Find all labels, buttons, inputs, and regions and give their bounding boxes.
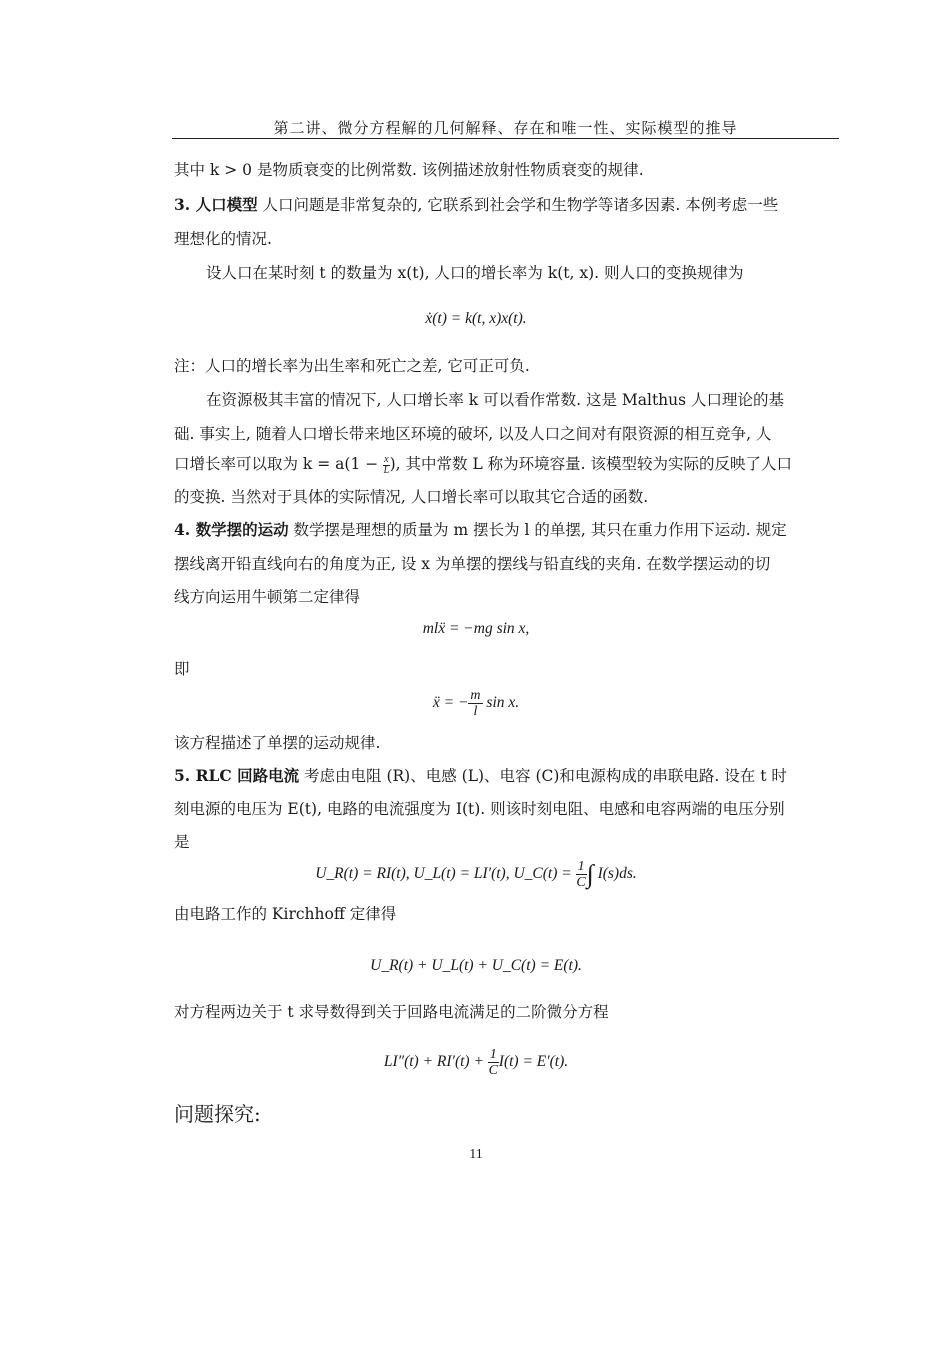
malthus-text-2: 础. 事实上, 随着人口增长带来地区环境的破坏, 以及人口之间对有限资源的相互竞争, 人 [174, 425, 772, 443]
fraction-denominator: l [473, 704, 478, 719]
decay-remark: 其中 k > 0 是物质衰变的比例常数. 该例描述放射性物质衰变的规律. [174, 161, 644, 179]
running-header: 第二讲、微分方程解的几何解释、存在和唯一性、实际模型的推导 [273, 119, 738, 137]
rlc-ode-pre: LI″(t) + RI′(t) + [383, 1053, 488, 1071]
section-4-text-1: 数学摆是理想的质量为 m 摆长为 l 的单摆, 其只在重力作用下运动. 规定 [293, 521, 787, 539]
logistic-pre: 口增长率可以取为 k = a(1 − [174, 455, 384, 473]
voltage-eq-post: I(s)ds. [593, 865, 637, 883]
ji-word: 即 [174, 660, 190, 678]
rlc-ode [0, 1047, 952, 1078]
voltage-equations [0, 859, 952, 890]
fraction-denominator: L [383, 464, 390, 476]
section-3-text-2: 理想化的情况. [174, 230, 272, 248]
population-definition: 设人口在某时刻 t 的数量为 x(t), 人口的增长率为 k(t, x). 则人口的变换规律为 [206, 264, 744, 282]
section-5-title: 5. RLC 回路电流 [174, 766, 300, 785]
one-over-c-fraction [488, 1047, 499, 1078]
population-equation: ẋ(t) = k(t, x)x(t). [425, 310, 527, 327]
section-5-text-3: 是 [174, 833, 190, 851]
pendulum-eq-post: sin x. [482, 694, 520, 712]
rlc-ode-post: I(t) = E′(t). [498, 1053, 569, 1071]
integral-sign: ∫ [586, 859, 594, 889]
voltage-eq-pre: U_R(t) = RI(t), U_L(t) = LI′(t), U_C(t) = [315, 865, 576, 883]
pendulum-equation [0, 688, 952, 719]
logistic-line [174, 454, 792, 476]
one-over-c-fraction [576, 859, 587, 890]
pendulum-para [174, 520, 787, 540]
growth-rate-note: 注：人口的增长率为出生率和死亡之差, 它可正可负. [174, 357, 530, 375]
section-3-text-1: 人口问题是非常复杂的, 它联系到社会学和生物学等诸多因素. 本例考虑一些 [262, 196, 779, 214]
fraction-numerator: 1 [577, 859, 585, 874]
section-4-text-2: 摆线离开铅直线向右的角度为正, 设 x 为单摆的摆线与铅直线的夹角. 在数学摆运动的切 [174, 555, 771, 573]
population-model-para [174, 195, 778, 215]
m-over-l-fraction [468, 688, 482, 719]
derivative-intro: 对方程两边关于 t 求导数得到关于回路电流满足的二阶微分方程 [174, 1003, 609, 1021]
fraction-numerator: m [470, 688, 481, 703]
fraction-numerator: x [384, 453, 389, 465]
kirchhoff-intro: 由电路工作的 Kirchhoff 定律得 [174, 905, 397, 923]
pendulum-conclusion: 该方程描述了单摆的运动规律. [174, 734, 381, 752]
fraction-denominator: C [576, 875, 586, 890]
kirchhoff-equation: U_R(t) + U_L(t) + U_C(t) = E(t). [370, 957, 582, 974]
header-rule [172, 138, 839, 139]
fraction-denominator: C [488, 1063, 498, 1078]
malthus-text-1: 在资源极其丰富的情况下, 人口增长率 k 可以看作常数. 这是 Malthus 人口理论的基 [206, 391, 785, 409]
section-5-text-2: 刻电源的电压为 E(t), 电路的电流强度为 I(t). 则该时刻电阻、电感和电容两端的电压分别 [174, 800, 785, 818]
newton-equation: mlẍ = −mg sin x, [422, 620, 530, 637]
malthus-text-4: 的变换. 当然对于具体的实际情况, 人口增长率可以取其它合适的函数. [174, 488, 649, 506]
page-number: 11 [469, 1147, 483, 1162]
section-4-text-3: 线方向运用牛顿第二定律得 [174, 588, 361, 606]
section-5-text-1: 考虑由电阻 (R)、电感 (L)、电容 (C)和电源构成的串联电路. 设在 t 时 [304, 767, 787, 785]
section-title: 问题探究: [174, 1102, 261, 1126]
fraction-numerator: 1 [489, 1047, 497, 1062]
logistic-post: ), 其中常数 L 称为环境容量. 该模型较为实际的反映了人口 [389, 455, 793, 473]
section-4-title: 4. 数学摆的运动 [174, 520, 289, 539]
rlc-para [174, 766, 787, 786]
pendulum-eq-pre: ẍ = − [432, 694, 469, 712]
section-3-title: 3. 人口模型 [174, 195, 258, 214]
